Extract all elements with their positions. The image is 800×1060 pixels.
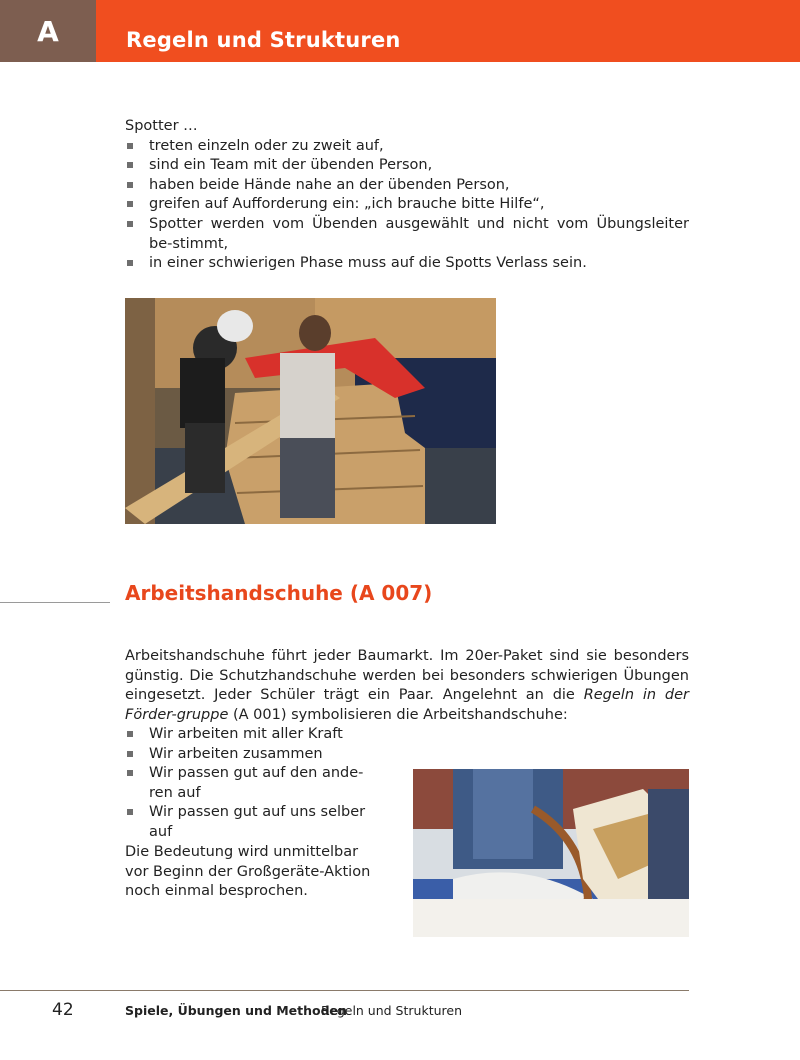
spotting-photo xyxy=(125,298,496,524)
section-heading: Arbeitshandschuhe (A 007) xyxy=(125,581,433,605)
footer-book-section: Spiele, Übungen und Methoden xyxy=(125,1003,347,1018)
list-item: sind ein Team mit der übenden Person, xyxy=(125,156,689,176)
list-item: Wir arbeiten mit aller Kraft xyxy=(125,725,375,745)
list-item: Wir arbeiten zusammen xyxy=(125,745,375,765)
glove-rules xyxy=(125,725,375,843)
footer-chapter: Regeln und Strukturen xyxy=(321,1003,462,1018)
paragraph-text: Arbeitshandschuhe führt jeder Baumarkt. Im 20er-Paket sind sie besonders günstig. Die Schutzhandschuhe werden bei besonders schwierigen Übungen eingesetzt. Jeder Schüler trägt ein Paar. Angelehnt an die xyxy=(125,648,689,704)
list-item: in einer schwierigen Phase muss auf die Spotts Verlass sein. xyxy=(125,254,689,274)
spotting-photo-illustration xyxy=(125,298,496,524)
list-item: Spotter werden vom Übenden ausgewählt und nicht vom Übungsleiter be-stimmt, xyxy=(125,215,689,254)
page-number: 42 xyxy=(52,1000,74,1020)
footer-rule xyxy=(0,990,689,991)
list-item: Wir passen gut auf den ande-ren auf xyxy=(125,764,375,803)
section-paragraph xyxy=(125,647,689,725)
glove-photo-illustration xyxy=(413,769,689,937)
section-rule xyxy=(0,602,110,603)
chapter-letter: A xyxy=(37,14,59,48)
list-item: haben beide Hände nahe an der übenden Person, xyxy=(125,176,689,196)
chapter-title: Regeln und Strukturen xyxy=(126,28,401,52)
chapter-header-bar xyxy=(96,0,800,62)
chapter-tab xyxy=(0,0,96,62)
paragraph-text-end: (A 001) symbolisieren die Arbeitshandschuhe: xyxy=(228,706,568,723)
glove-photo xyxy=(413,769,689,937)
list-item: Wir passen gut auf uns selber auf xyxy=(125,803,375,842)
paragraph-reference: Regeln in der Förder-gruppe xyxy=(125,687,689,723)
spotter-intro xyxy=(125,117,689,274)
glove-rules-list xyxy=(125,725,375,843)
spotter-rules-list xyxy=(125,137,689,274)
list-item: treten einzeln oder zu zweit auf, xyxy=(125,137,689,157)
intro-lead: Spotter … xyxy=(125,118,198,134)
closing-text: Die Bedeutung wird unmittelbar vor Beginn der Großgeräte-Aktion noch einmal besprochen. xyxy=(125,844,371,900)
list-item: greifen auf Aufforderung ein: „ich brauche bitte Hilfe“, xyxy=(125,195,689,215)
